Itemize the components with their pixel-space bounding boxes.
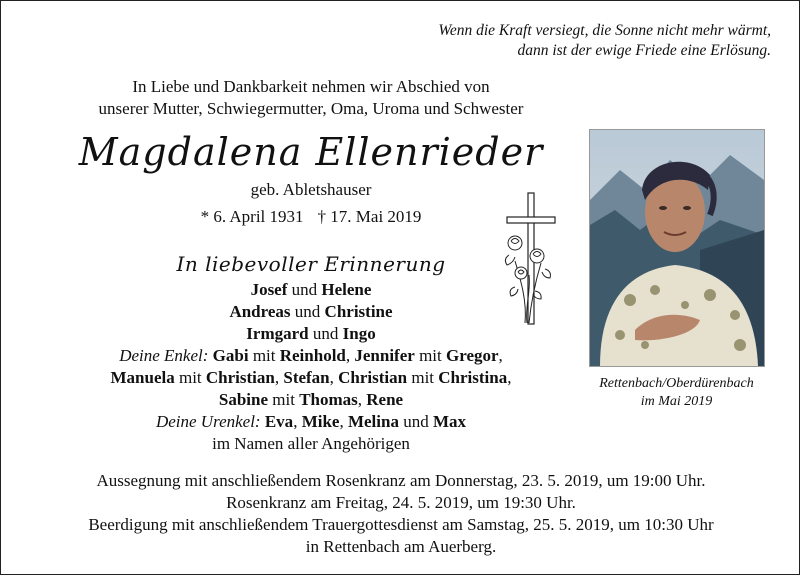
service-line-1: Aussegnung mit anschließendem Rosenkranz am Donnerstag, 23. 5. 2019, um 19:00 Uhr. [96,471,706,490]
deceased-name: Magdalena Ellenrieder [78,130,544,174]
motto-line-1: Wenn die Kraft versiegt, die Sonne nicht mehr wärmt, [438,22,771,39]
family-couple-1: Josef und Helene [250,280,372,299]
service-details [11,470,791,558]
motto-line-2: dann ist der ewige Friede eine Erlösung. [517,42,771,59]
portrait-photo-drawing [590,130,764,366]
birth-name: geb. Abletshauser [250,180,372,199]
portrait-photo [589,129,765,367]
memory-heading: In liebevoller Erinnerung [176,252,446,276]
family-couple-2: Andreas und Christine [229,302,393,321]
birth-date: * 6. April 1931 [200,207,304,226]
grandchildren-line-1: Deine Enkel: Gabi mit Reinhold, Jennifer mit Gregor, [119,346,503,365]
service-line-2: Rosenkranz am Freitag, 24. 5. 2019, um 19:30 Uhr. [226,493,576,512]
photo-caption-line-1: Rettenbach/Oberdürenbach [599,376,754,391]
death-date: † 17. Mai 2019 [317,207,422,226]
grandchildren-line-3: Sabine mit Thomas, Rene [218,390,404,409]
mourners-list [41,279,581,455]
intro-line-1: In Liebe und Dankbarkeit nehmen wir Abschied von [132,77,490,96]
closing-line: im Namen aller Angehörigen [212,434,410,453]
photo-caption-line-2: im Mai 2019 [640,394,713,409]
service-line-3: Beerdigung mit anschließendem Trauergottesdienst am Samstag, 25. 5. 2019, um 10:30 Uhr [88,515,714,534]
great-grandchildren-line: Deine Urenkel: Eva, Mike, Melina und Max [155,412,467,431]
intro-line-2: unserer Mutter, Schwiegermutter, Oma, Uroma und Schwester [98,99,524,118]
family-couple-3: Irmgard und Ingo [246,324,376,343]
motto [251,21,771,61]
service-line-4: in Rettenbach am Auerberg. [305,537,497,556]
intro-text [31,76,591,120]
grandchildren-line-2: Manuela mit Christian, Stefan, Christian mit Christina, [110,368,512,387]
photo-caption [579,375,774,411]
